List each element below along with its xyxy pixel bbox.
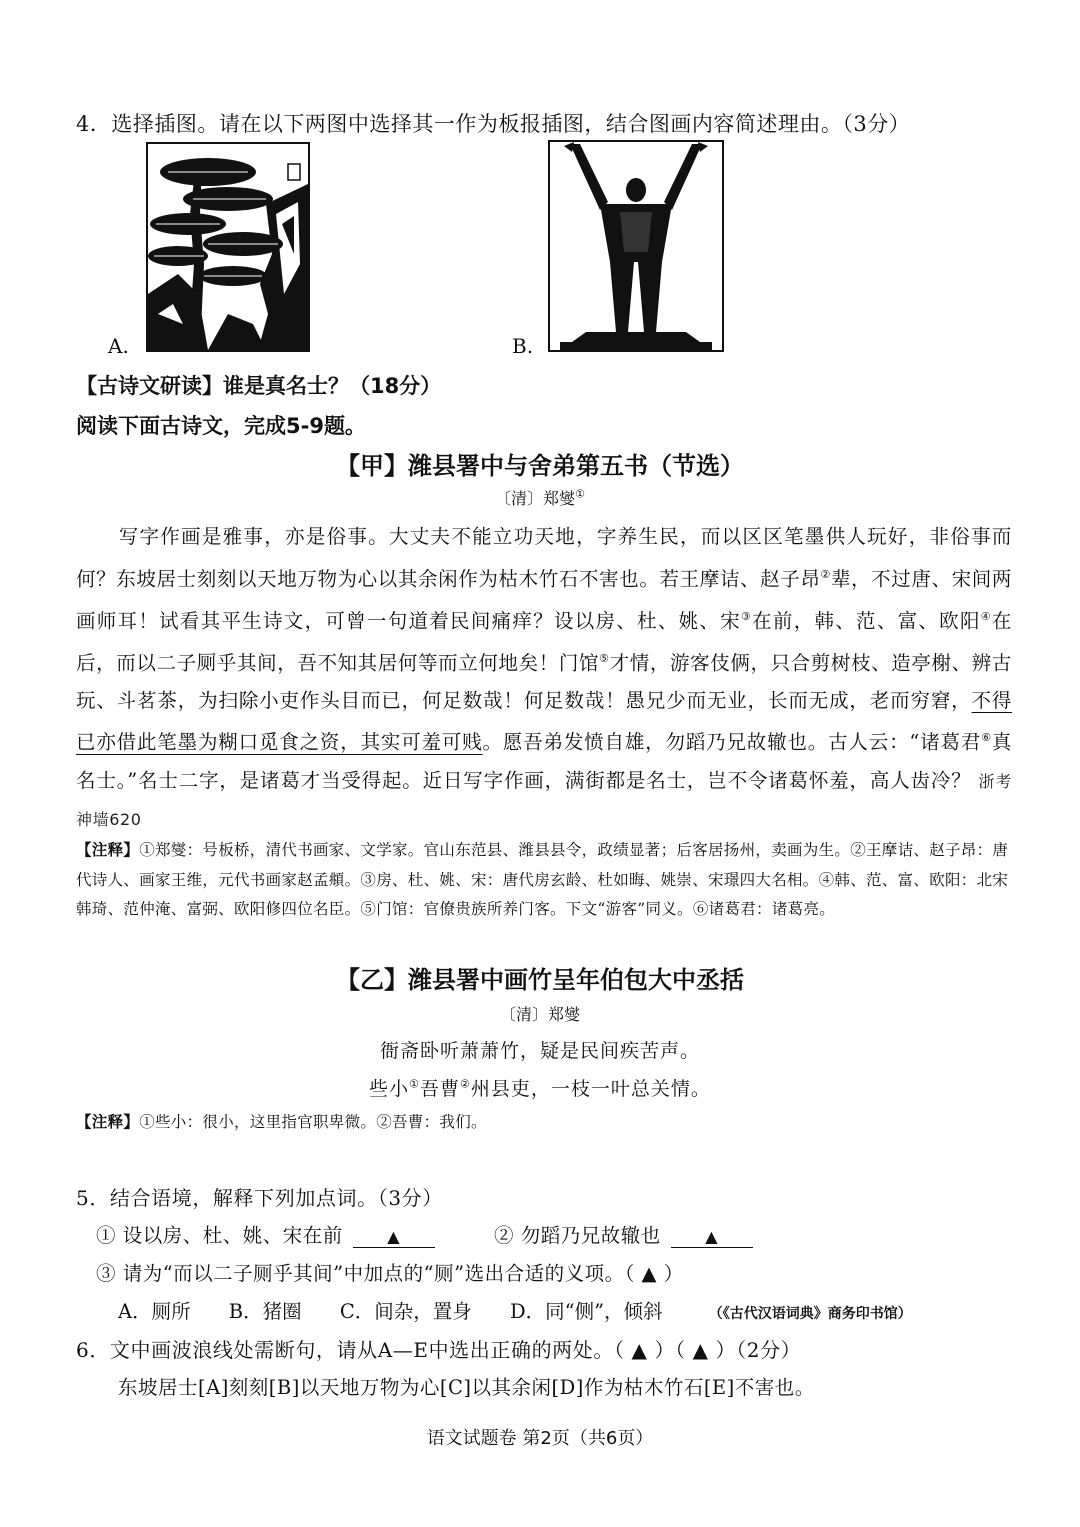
triangle-icon: ▲	[705, 1227, 719, 1246]
footnote-mark: ⑥	[981, 731, 992, 745]
footnote-mark: ②	[460, 1077, 471, 1091]
text-b-title: 【乙】潍县署中画竹呈年伯包大中丞括	[336, 966, 744, 994]
text-b-author: 〔清〕郑燮	[499, 1005, 580, 1024]
q5-choices	[118, 1296, 1018, 1324]
question-6: 6．文中画波浪线处需断句，请从A—E中选出正确的两处。（ ▲ ）（ ▲ ）（2分）	[76, 1338, 802, 1362]
passage-part: 写字作画是雅事，亦是俗事。大丈夫不能立功天地，字养生民，而以区区笔墨供人玩好，非俗事而何？东坡居士刻刻以天地万物为心以其余闲作为枯木竹石不害也。若王摩诘、赵子昂	[76, 525, 1012, 591]
choice-c[interactable]: C．间杂，置身	[339, 1300, 472, 1323]
passage-part: 在后，而以二子	[76, 609, 1013, 675]
passage-part: 。愿吾弟发愤自雄，勿蹈乃兄故辙也。古人云：“诸葛君	[482, 730, 982, 754]
question-4: 4．选择插图。请在以下两图中选择其一作为板报插图，结合图画内容简述理由。（3分）	[76, 112, 911, 136]
footnote-mark: ④	[980, 609, 992, 623]
section-instruction: 阅读下面古诗文，完成5-9题。	[76, 414, 366, 438]
notes-label: 【注释】	[76, 1113, 140, 1131]
q5-item-3: ③ 请为“而以二子厕乎其间”中加点的“厕”选出合适的义项。（ ▲ ）	[96, 1262, 684, 1285]
question-5: 5．结合语境，解释下列加点词。（3分）	[76, 1186, 443, 1210]
choice-d[interactable]: D．同“侧”，倾斜	[509, 1300, 663, 1323]
text-a-notes	[76, 836, 1012, 925]
triangle-icon: ▲	[387, 1227, 401, 1246]
footnote-mark: ①	[409, 1077, 420, 1091]
poem-part: 吾曹	[419, 1078, 460, 1100]
choice-a[interactable]: A．厕所	[118, 1300, 191, 1323]
footnote-mark: ②	[820, 567, 831, 581]
notes-body: ①郑燮：号板桥，清代书画家、文学家。官山东范县、潍县县令，政绩显著；后客居扬州，卖画为生。②王摩诘、赵子昂：唐代诗人、画家王维，元代书画家赵孟頫。③房、杜、姚、宋：唐代房玄龄、杜如晦、姚崇、宋璟四大名相。④韩、范、富、欧阳：北宋韩琦、范仲淹、富弼、欧阳修四位名臣。⑤门馆：官僚贵族所养门客。下文“游客”同义。⑥诸葛君：诸葛亮。	[76, 841, 1009, 918]
answer-blank-2[interactable]	[671, 1226, 753, 1248]
passage-part: 乎其间，吾不知其居何等而立何地矣！门馆	[216, 651, 600, 675]
option-b-label: B.	[512, 334, 534, 358]
pine-tree-image	[148, 144, 308, 350]
text-a-author-name: 〔清〕郑燮	[495, 489, 576, 508]
statue-image	[550, 142, 722, 350]
q5-item-1-text: ① 设以房、杜、姚、宋在前	[96, 1224, 343, 1247]
pine-tree-illustration[interactable]	[146, 142, 310, 352]
notes-body: ①些小：很小，这里指官职卑微。②吾曹：我们。	[139, 1113, 487, 1131]
passage-part: 在前，韩、范、富、欧阳	[752, 609, 981, 633]
poem-line-1: 衙斋卧听萧萧竹，疑是民间疾苦声。	[379, 1040, 700, 1062]
watermark-text: 浙考神墙620	[76, 771, 1012, 830]
passage-part: 辈，不过唐、宋间两画师耳！试看其平生诗文，可曾一句道着民间痛痒？设以房、杜、姚、宋	[76, 567, 1012, 633]
option-a-label: A.	[108, 334, 129, 358]
statue-illustration[interactable]	[548, 140, 724, 352]
choice-b[interactable]: B．猪圈	[228, 1300, 302, 1323]
passage-part: 真名士。”名士二字，是诸葛才当受得起。近日写字作画，满街都是名士，岂不令诸葛怀羞，高人齿冷？	[76, 730, 1012, 792]
answer-blank-1[interactable]	[353, 1226, 435, 1248]
author-footnote-mark: ①	[575, 487, 585, 501]
dotted-word: 厕 ·	[197, 651, 217, 674]
notes-label: 【注释】	[76, 841, 140, 859]
text-a-title: 【甲】潍县署中与舍弟第五书（节选）	[336, 452, 744, 480]
q5-item-2-text: ② 勿蹈乃兄故辙也	[494, 1224, 661, 1247]
footnote-mark: ⑤	[599, 651, 610, 665]
poem-part: 州县吏，一枝一叶总关情。	[470, 1078, 711, 1100]
poem-line-2	[0, 1074, 1080, 1101]
underlined-sentence: 不得已亦借此笔墨为糊口觅食之资，其实可羞可贱	[76, 688, 1013, 754]
text-a-author	[0, 486, 1080, 509]
q6-sentence: 东坡居士[A]刻刻[B]以天地万物为心[C]以其余闲[D]作为枯木竹石[E]不害也。	[118, 1376, 815, 1399]
page-footer: 语文试题卷 第2页（共6页）	[426, 1428, 654, 1449]
text-a-passage	[76, 518, 1012, 839]
section-title: 【古诗文研读】谁是真名士？（18分）	[76, 374, 442, 398]
passage-part: 才情，游客伎俩，只合剪树枝、造亭榭、辨古玩、斗茗茶，为扫除小吏作头目而已，何足数哉！何足数哉！愚兄少而无业，长而无成，老而穷窘，	[76, 651, 1012, 712]
q5-item-2	[494, 1220, 753, 1248]
footnote-mark: ③	[741, 609, 753, 623]
poem-part: 些小	[369, 1078, 410, 1100]
text-b-notes	[76, 1108, 1012, 1138]
dictionary-source: （《古代汉语词典》商务印书馆）	[708, 1306, 912, 1322]
q5-item-1	[96, 1220, 435, 1248]
